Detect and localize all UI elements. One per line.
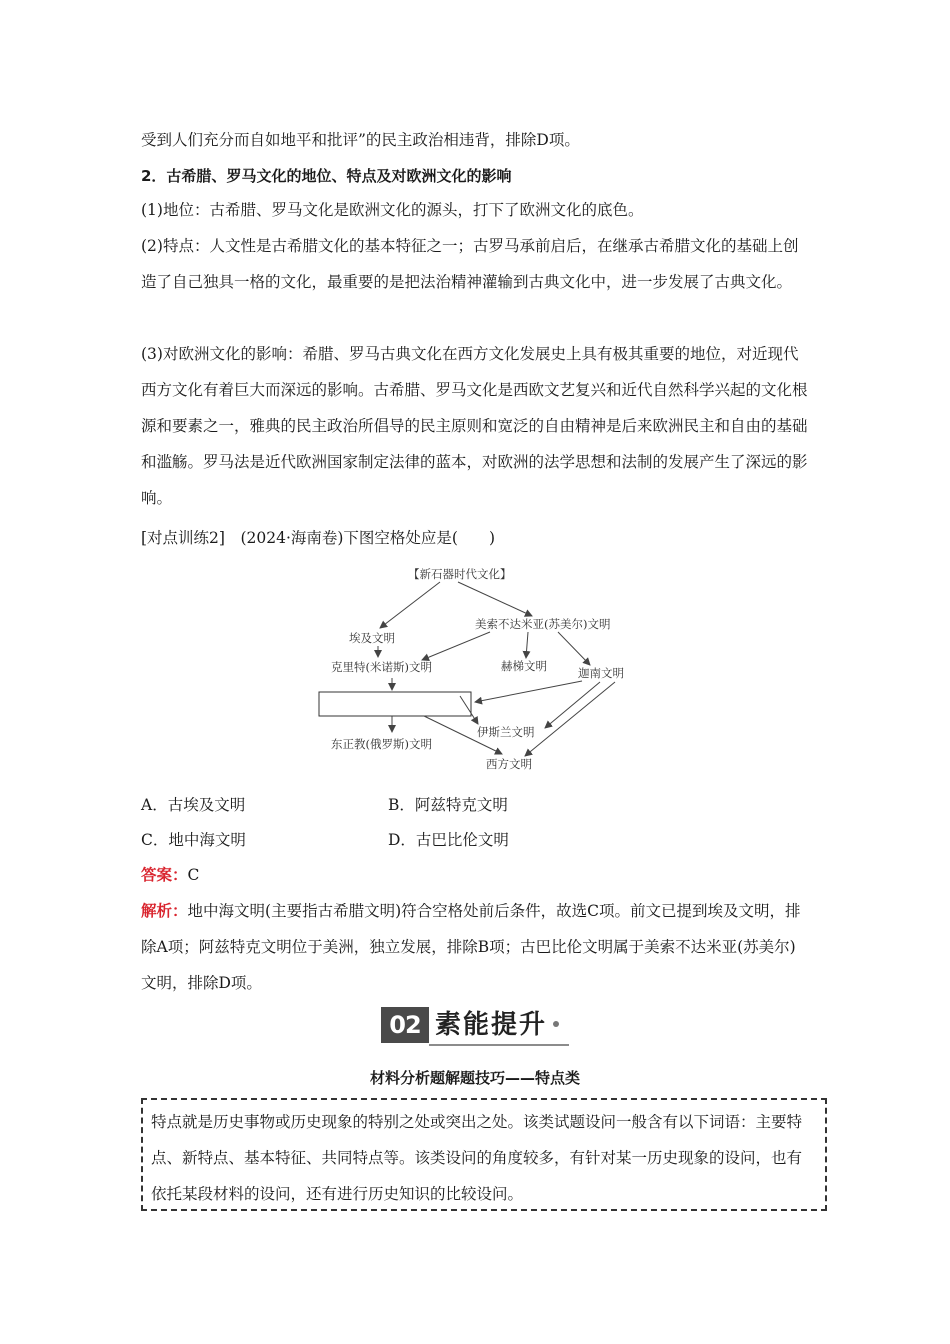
node-egypt: 埃及文明 bbox=[349, 631, 395, 645]
civilization-flow-diagram bbox=[300, 558, 650, 780]
node-neolithic: 【新石器时代文化】 bbox=[408, 567, 512, 581]
node-hittite: 赫梯文明 bbox=[501, 659, 547, 673]
option-a: A．古埃及文明 bbox=[141, 796, 246, 814]
node-western: 西方文明 bbox=[486, 757, 532, 771]
badge-underline bbox=[429, 1044, 569, 1046]
continued-paragraph: 受到人们充分而自如地平和批评”的民主政治相违背，排除D项。 bbox=[141, 131, 580, 149]
arrow-canaan-western bbox=[525, 682, 615, 756]
section-heading-2: 2．古希腊、罗马文化的地位、特点及对欧洲文化的影响 bbox=[141, 167, 512, 185]
node-orthodox: 东正教(俄罗斯)文明 bbox=[331, 737, 432, 751]
paragraph-status: (1)地位：古希腊、罗马文化是欧洲文化的源头，打下了欧洲文化的底色。 bbox=[141, 201, 644, 219]
arrow-canaan-islam bbox=[545, 682, 600, 728]
section-title: 素能提升 bbox=[435, 1010, 548, 1040]
node-canaan: 迦南文明 bbox=[578, 666, 624, 680]
arrow-mesopotamia-canaan bbox=[558, 632, 590, 665]
arrow-neolithic-mesopotamia bbox=[458, 582, 532, 616]
blank-box bbox=[319, 692, 471, 716]
arrow-neolithic-egypt bbox=[380, 582, 440, 628]
answer-line bbox=[141, 857, 810, 893]
option-b: B．阿兹特克文明 bbox=[388, 796, 508, 814]
technique-subtitle: 材料分析题解题技巧——特点类 bbox=[369, 1069, 580, 1087]
tip-text: 特点就是历史事物或历史现象的特别之处或突出之处。该类试题设问一般含有以下词语：主要特点、新特点、基本特征、共同特点等。该类设问的角度较多，有针对某一历史现象的设问，也有依托某段材料的设问，还有进行历史知识的比较设问。 bbox=[151, 1113, 803, 1203]
tip-box bbox=[141, 1098, 827, 1211]
option-d: D．古巴比伦文明 bbox=[388, 831, 509, 849]
arrow-canaan-blank bbox=[475, 681, 582, 702]
node-mesopotamia: 美索不达米亚(苏美尔)文明 bbox=[475, 617, 611, 631]
analysis-label: 解析： bbox=[141, 902, 188, 920]
paragraph-influence: (3)对欧洲文化的影响：希腊、罗马古典文化在西方文化发展史上具有极其重要的地位，对近现代西方文化有着巨大而深远的影响。古希腊、罗马文化是西欧文艺复兴和近代自然科学兴起的文化根源和要素之一，雅典的民主政治所倡导的民主原则和宽泛的自由精神是后来欧洲民主和自由的基础和滥觞。罗马法是近代欧洲国家制定法律的蓝本，对欧洲的法学思想和法制的发展产生了深远的影响。 bbox=[141, 345, 808, 507]
analysis-paragraph bbox=[141, 893, 810, 1001]
arrow-mesopotamia-hittite bbox=[526, 632, 528, 658]
answer-label: 答案： bbox=[141, 866, 188, 884]
badge-dot bbox=[553, 1021, 559, 1027]
node-islam: 伊斯兰文明 bbox=[477, 725, 535, 739]
arrow-mesopotamia-crete bbox=[422, 632, 490, 660]
question-stem: [对点训练2] (2024·海南卷)下图空格处应是( ) bbox=[141, 529, 496, 547]
arrow-blank-islam bbox=[460, 696, 478, 724]
section-badge bbox=[381, 1003, 571, 1047]
node-crete: 克里特(米诺斯)文明 bbox=[331, 660, 432, 674]
section-number: 02 bbox=[381, 1007, 429, 1043]
paragraph-features: (2)特点：人文性是古希腊文化的基本特征之一；古罗马承前启后，在继承古希腊文化的基础上创造了自己独具一格的文化，最重要的是把法治精神灌输到古典文化中，进一步发展了古典文化。 bbox=[141, 237, 799, 291]
answer-value: C bbox=[187, 866, 200, 884]
analysis-text: 地中海文明(主要指古希腊文明)符合空格处前后条件，故选C项。前文已提到埃及文明，排除A项；阿兹特克文明位于美洲，独立发展，排除B项；古巴比伦文明属于美索不达米亚(苏美尔)文明，排除D项。 bbox=[141, 902, 801, 992]
option-c: C．地中海文明 bbox=[141, 831, 246, 849]
